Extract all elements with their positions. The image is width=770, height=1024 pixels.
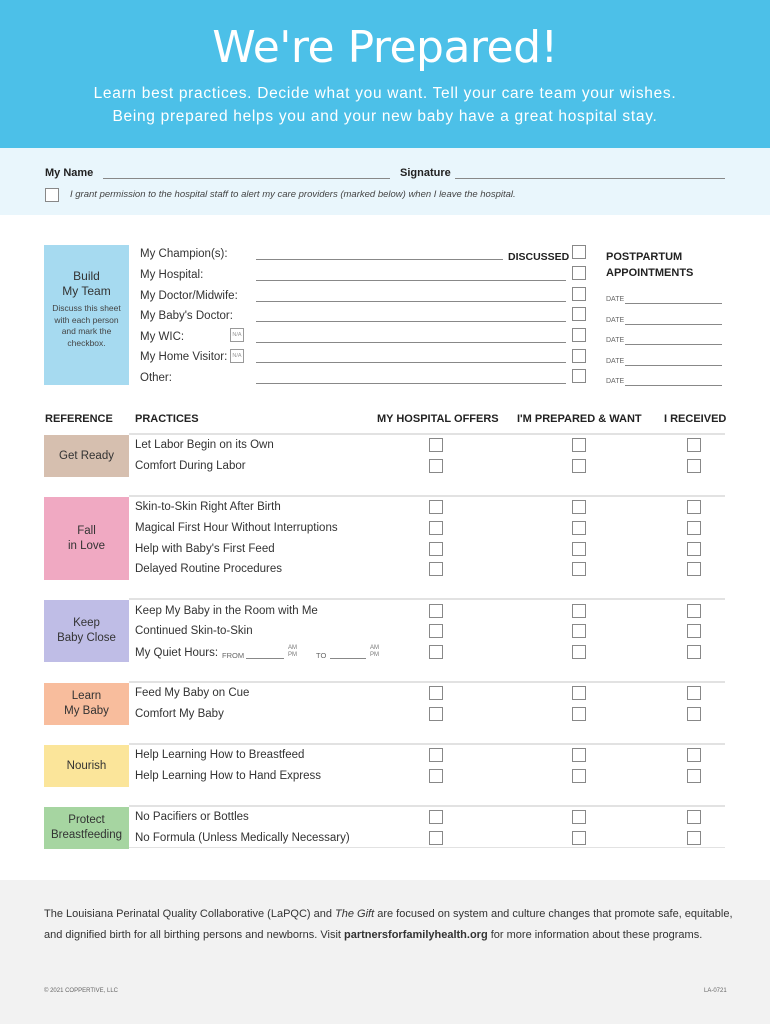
practice-label: Feed My Baby on Cue bbox=[135, 687, 250, 699]
ref-fall-in-love: Fall in Love bbox=[44, 497, 129, 580]
ref-nourish: Nourish bbox=[44, 745, 129, 787]
prepared-want-checkbox[interactable] bbox=[572, 707, 586, 721]
practice-label: Keep My Baby in the Room with Me bbox=[135, 605, 318, 617]
permission-text: I grant permission to the hospital staff to alert my care providers (marked below) when I leave the hospital. bbox=[70, 189, 516, 200]
date-label: DATE bbox=[606, 378, 625, 385]
hospital-offers-checkbox[interactable] bbox=[429, 831, 443, 845]
doctor-field[interactable] bbox=[256, 301, 566, 302]
prepared-want-checkbox[interactable] bbox=[572, 624, 586, 638]
baby-doctor-field[interactable] bbox=[256, 321, 566, 322]
hospital-offers-checkbox[interactable] bbox=[429, 459, 443, 473]
group-divider bbox=[129, 805, 725, 807]
received-checkbox[interactable] bbox=[687, 459, 701, 473]
other-field[interactable] bbox=[256, 383, 566, 384]
appointment-date-field[interactable] bbox=[625, 324, 722, 325]
home-visitor-na-checkbox[interactable]: N/A bbox=[230, 349, 244, 363]
team-label-doctor: My Doctor/Midwife: bbox=[140, 290, 238, 302]
prepared-want-checkbox[interactable] bbox=[572, 831, 586, 845]
hospital-field[interactable] bbox=[256, 280, 566, 281]
date-label: DATE bbox=[606, 296, 625, 303]
group-divider bbox=[129, 847, 725, 848]
practice-label: Delayed Routine Procedures bbox=[135, 563, 283, 575]
team-label-other: Other: bbox=[140, 372, 172, 384]
hospital-offers-checkbox[interactable] bbox=[429, 542, 443, 556]
permission-checkbox[interactable] bbox=[45, 188, 59, 202]
postpartum-heading: POSTPARTUM APPOINTMENTS bbox=[606, 251, 694, 279]
hospital-offers-checkbox[interactable] bbox=[429, 500, 443, 514]
team-description: Discuss this sheet with each person and mark the checkbox. bbox=[52, 303, 121, 348]
hospital-offers-checkbox[interactable] bbox=[429, 645, 443, 659]
group-divider bbox=[129, 681, 725, 683]
ref-protect-breastfeeding: Protect Breastfeeding bbox=[44, 807, 129, 849]
signature-label: Signature bbox=[400, 167, 451, 179]
prepared-want-checkbox[interactable] bbox=[572, 542, 586, 556]
team-label-baby-doctor: My Baby's Doctor: bbox=[140, 310, 233, 322]
quiet-hours-to-field[interactable] bbox=[330, 658, 366, 659]
received-checkbox[interactable] bbox=[687, 707, 701, 721]
quiet-hours-to-label: TO bbox=[316, 651, 327, 660]
hospital-offers-checkbox[interactable] bbox=[429, 438, 443, 452]
discussed-label: DISCUSSED bbox=[508, 251, 570, 263]
subtitle-line-1: Learn best practices. Decide what you want. Tell your care team your wishes. bbox=[93, 85, 677, 102]
column-header-practices: PRACTICES bbox=[135, 413, 199, 425]
hospital-offers-checkbox[interactable] bbox=[429, 604, 443, 618]
practice-label: Magical First Hour Without Interruptions bbox=[135, 522, 338, 534]
practice-label: Continued Skin-to-Skin bbox=[135, 625, 253, 637]
page-subtitle bbox=[0, 82, 770, 128]
copyright: © 2021 COPPERTIVE, LLC bbox=[44, 988, 119, 994]
received-checkbox[interactable] bbox=[687, 810, 701, 824]
discussed-checkbox-other[interactable] bbox=[572, 369, 586, 383]
build-my-team-box bbox=[44, 245, 129, 385]
ref-get-ready: Get Ready bbox=[44, 435, 129, 477]
group-divider bbox=[129, 495, 725, 497]
footer bbox=[0, 880, 770, 1024]
date-label: DATE bbox=[606, 358, 625, 365]
website-link[interactable]: partnersforfamilyhealth.org bbox=[344, 929, 488, 941]
received-checkbox[interactable] bbox=[687, 645, 701, 659]
discussed-checkbox-champion[interactable] bbox=[572, 245, 586, 259]
document-code: LA-0721 bbox=[704, 988, 727, 994]
received-checkbox[interactable] bbox=[687, 604, 701, 618]
practice-label: No Formula (Unless Medically Necessary) bbox=[135, 832, 350, 844]
hospital-offers-checkbox[interactable] bbox=[429, 769, 443, 783]
date-label: DATE bbox=[606, 337, 625, 344]
hospital-offers-checkbox[interactable] bbox=[429, 707, 443, 721]
practice-label: Let Labor Begin on its Own bbox=[135, 439, 274, 451]
ref-keep-baby-close: Keep Baby Close bbox=[44, 600, 129, 662]
signature-field[interactable] bbox=[455, 178, 725, 179]
prepared-want-checkbox[interactable] bbox=[572, 562, 586, 576]
hospital-offers-checkbox[interactable] bbox=[429, 521, 443, 535]
prepared-want-checkbox[interactable] bbox=[572, 748, 586, 762]
team-title: Build My Team bbox=[62, 269, 111, 298]
column-header-received: I RECEIVED bbox=[664, 413, 727, 425]
name-label: My Name bbox=[45, 167, 94, 179]
discussed-checkbox-baby-doctor[interactable] bbox=[572, 307, 586, 321]
champion-field[interactable] bbox=[256, 259, 503, 260]
appointment-date-field[interactable] bbox=[625, 303, 722, 304]
prepared-want-checkbox[interactable] bbox=[572, 521, 586, 535]
footer-text: The Louisiana Perinatal Quality Collaborative (LaPQC) and The Gift are focused on system and culture changes that promote safe, equitable, and dignified birth for all birthing persons and newborns. Visit partnersforfamilyhealth.org for more information about these programs. bbox=[44, 908, 733, 941]
received-checkbox[interactable] bbox=[687, 562, 701, 576]
team-label-champion: My Champion(s): bbox=[140, 248, 228, 260]
home-visitor-field[interactable] bbox=[256, 362, 566, 363]
practice-label: No Pacifiers or Bottles bbox=[135, 811, 249, 823]
received-checkbox[interactable] bbox=[687, 521, 701, 535]
group-divider bbox=[129, 433, 725, 435]
column-header-reference: REFERENCE bbox=[45, 413, 113, 425]
the-gift-name: The Gift bbox=[335, 908, 375, 920]
received-checkbox[interactable] bbox=[687, 769, 701, 783]
prepared-want-checkbox[interactable] bbox=[572, 604, 586, 618]
practice-label-quiet-hours: My Quiet Hours: bbox=[135, 647, 219, 659]
received-checkbox[interactable] bbox=[687, 831, 701, 845]
quiet-hours-from-field[interactable] bbox=[246, 658, 284, 659]
appointment-date-field[interactable] bbox=[625, 365, 722, 366]
team-label-hospital: My Hospital: bbox=[140, 269, 204, 281]
name-field[interactable] bbox=[103, 178, 390, 179]
practice-label: Help Learning How to Hand Express bbox=[135, 770, 322, 782]
quiet-hours-from-ampm[interactable]: AM PM bbox=[288, 645, 297, 658]
group-divider bbox=[129, 743, 725, 745]
column-header-hospital-offers: MY HOSPITAL OFFERS bbox=[377, 413, 499, 425]
received-checkbox[interactable] bbox=[687, 748, 701, 762]
wic-na-checkbox[interactable]: N/A bbox=[230, 328, 244, 342]
hospital-offers-checkbox[interactable] bbox=[429, 810, 443, 824]
discussed-checkbox-doctor[interactable] bbox=[572, 287, 586, 301]
practice-label: Comfort My Baby bbox=[135, 708, 224, 720]
prepared-want-checkbox[interactable] bbox=[572, 810, 586, 824]
prepared-want-checkbox[interactable] bbox=[572, 500, 586, 514]
practice-label: Skin-to-Skin Right After Birth bbox=[135, 501, 281, 513]
received-checkbox[interactable] bbox=[687, 500, 701, 514]
group-divider bbox=[129, 598, 725, 600]
subtitle-line-2: Being prepared helps you and your new baby have a great hospital stay. bbox=[112, 108, 658, 125]
hospital-offers-checkbox[interactable] bbox=[429, 624, 443, 638]
prepared-want-checkbox[interactable] bbox=[572, 438, 586, 452]
received-checkbox[interactable] bbox=[687, 542, 701, 556]
prepared-want-checkbox[interactable] bbox=[572, 686, 586, 700]
received-checkbox[interactable] bbox=[687, 624, 701, 638]
appointment-date-field[interactable] bbox=[625, 344, 722, 345]
quiet-hours-from-label: FROM bbox=[222, 651, 245, 660]
discussed-checkbox-home-visitor[interactable] bbox=[572, 349, 586, 363]
header-banner bbox=[0, 0, 770, 148]
hospital-offers-checkbox[interactable] bbox=[429, 748, 443, 762]
practice-label: Help with Baby's First Feed bbox=[135, 543, 275, 555]
received-checkbox[interactable] bbox=[687, 438, 701, 452]
page-title: We're Prepared! bbox=[212, 22, 558, 73]
prepared-want-checkbox[interactable] bbox=[572, 769, 586, 783]
name-signature-section bbox=[0, 148, 770, 215]
received-checkbox[interactable] bbox=[687, 686, 701, 700]
team-label-wic: My WIC: bbox=[140, 331, 185, 343]
practice-label: Comfort During Labor bbox=[135, 460, 246, 472]
hospital-offers-checkbox[interactable] bbox=[429, 562, 443, 576]
date-label: DATE bbox=[606, 317, 625, 324]
hospital-offers-checkbox[interactable] bbox=[429, 686, 443, 700]
team-label-home-visitor: My Home Visitor: bbox=[140, 351, 228, 363]
ref-learn-my-baby: Learn My Baby bbox=[44, 683, 129, 725]
practice-label: Help Learning How to Breastfeed bbox=[135, 749, 305, 761]
discussed-checkbox-wic[interactable] bbox=[572, 328, 586, 342]
appointment-date-field[interactable] bbox=[625, 385, 722, 386]
wic-field[interactable] bbox=[256, 342, 566, 343]
quiet-hours-to-ampm[interactable]: AM PM bbox=[370, 645, 379, 658]
prepared-want-checkbox[interactable] bbox=[572, 645, 586, 659]
discussed-checkbox-hospital[interactable] bbox=[572, 266, 586, 280]
prepared-want-checkbox[interactable] bbox=[572, 459, 586, 473]
column-header-prepared: I'M PREPARED & WANT bbox=[517, 413, 642, 425]
